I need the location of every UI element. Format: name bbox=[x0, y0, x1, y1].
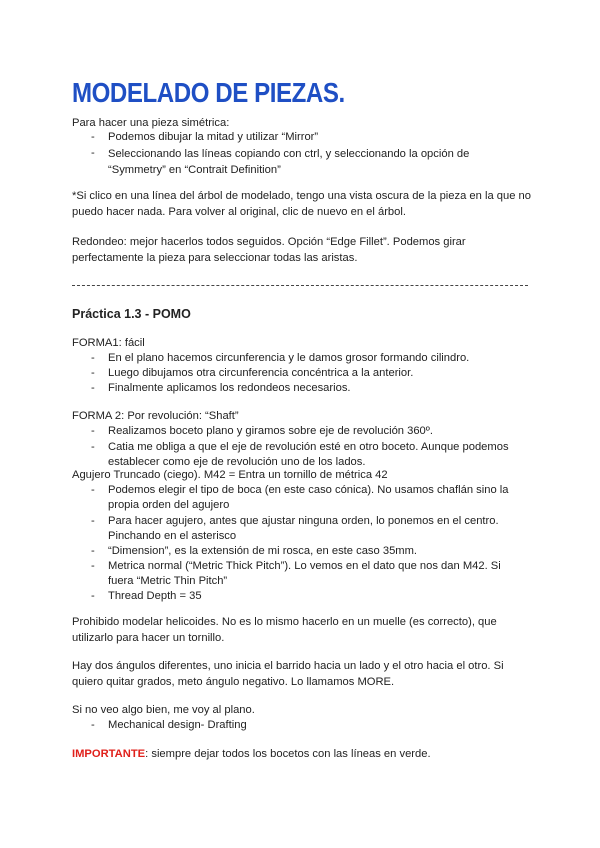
bullet-dash: - bbox=[91, 560, 95, 572]
plano-bullet-1: Mechanical design- Drafting bbox=[108, 719, 247, 731]
forma2-bullet-1: Realizamos boceto plano y giramos sobre eje de revolución 360º. bbox=[108, 425, 433, 437]
note-fillet: Redondeo: mejor hacerlos todos seguidos. Opción “Edge Fillet”. Podemos girar perfectamente la pieza para seleccionar todas las aristas. bbox=[72, 236, 466, 264]
forma2-label: FORMA 2: Por revolución: “Shaft” bbox=[72, 410, 239, 422]
agujero-bullet-2: Para hacer agujero, antes que ajustar ninguna orden, lo ponemos en el centro. Pinchando en el asterisco bbox=[108, 515, 499, 542]
intro-bullet-2: Seleccionando las líneas copiando con ctrl, y seleccionando la opción de “Symmetry” en “Contrait Definition” bbox=[108, 148, 470, 176]
forma1-bullet-3: Finalmente aplicamos los redondeos necesarios. bbox=[108, 382, 351, 394]
forma2-bullet-2: Catia me obliga a que el eje de revolución esté en otro boceto. Aunque podemos establecer como eje de revolución uno de los lados. bbox=[108, 441, 509, 468]
important-note bbox=[72, 747, 431, 761]
intro-bullet-1: Podemos dibujar la mitad y utilizar “Mirror” bbox=[108, 131, 319, 143]
bullet-dash: - bbox=[91, 131, 95, 143]
bullet-dash: - bbox=[91, 425, 95, 437]
important-text: : siempre dejar todos los bocetos con las líneas en verde. bbox=[145, 748, 431, 760]
agujero-bullet-3: “Dimension”, es la extensión de mi rosca, en este caso 35mm. bbox=[108, 545, 418, 557]
bullet-dash: - bbox=[91, 441, 95, 453]
bullet-dash: - bbox=[91, 515, 95, 527]
bullet-dash: - bbox=[91, 590, 95, 602]
page-title: MODELADO DE PIEZAS. bbox=[72, 77, 345, 108]
paragraph-angles: Hay dos ángulos diferentes, uno inicia el barrido hacia un lado y el otro hacia el otro. Si quiero quitar grados, meto ángulo negativo. Lo llamamos MORE. bbox=[72, 660, 504, 688]
bullet-dash: - bbox=[91, 352, 95, 364]
agujero-bullet-1: Podemos elegir el tipo de boca (en este caso cónica). No usamos chaflán sino la propia orden del agujero bbox=[108, 484, 509, 511]
bullet-dash: - bbox=[91, 367, 95, 379]
paragraph-plano: Si no veo algo bien, me voy al plano. bbox=[72, 704, 255, 716]
paragraph-helicoides: Prohibido modelar helicoides. No es lo mismo hacerlo en un muelle (es correcto), que utilizarlo para hacer un tornillo. bbox=[72, 616, 497, 644]
bullet-dash: - bbox=[91, 719, 95, 731]
forma1-bullet-1: En el plano hacemos circunferencia y le damos grosor formando cilindro. bbox=[108, 352, 470, 364]
agujero-bullet-4: Metrica normal (“Metric Thick Pitch”). Lo vemos en el dato que nos dan M42. Si fuera “Metric Thin Pitch” bbox=[108, 560, 501, 587]
important-label: IMPORTANTE bbox=[72, 748, 146, 760]
intro-text: Para hacer una pieza simétrica: bbox=[72, 117, 230, 129]
bullet-dash: - bbox=[91, 382, 95, 394]
agujero-bullet-5: Thread Depth = 35 bbox=[108, 590, 202, 602]
practice-heading: Práctica 1.3 - POMO bbox=[72, 307, 191, 321]
section-divider bbox=[72, 285, 528, 286]
agujero-label: Agujero Truncado (ciego). M42 = Entra un tornillo de métrica 42 bbox=[72, 469, 388, 481]
bullet-dash: - bbox=[91, 484, 95, 496]
forma1-label: FORMA1: fácil bbox=[72, 337, 145, 349]
forma1-bullet-2: Luego dibujamos otra circunferencia concéntrica a la anterior. bbox=[108, 367, 414, 379]
note-dark-view: *Si clico en una línea del árbol de modelado, tengo una vista oscura de la pieza en la que no puedo hacer nada. Para volver al original, clic de nuevo en el árbol. bbox=[72, 190, 532, 218]
bullet-dash: - bbox=[91, 147, 95, 159]
bullet-dash: - bbox=[91, 545, 95, 557]
